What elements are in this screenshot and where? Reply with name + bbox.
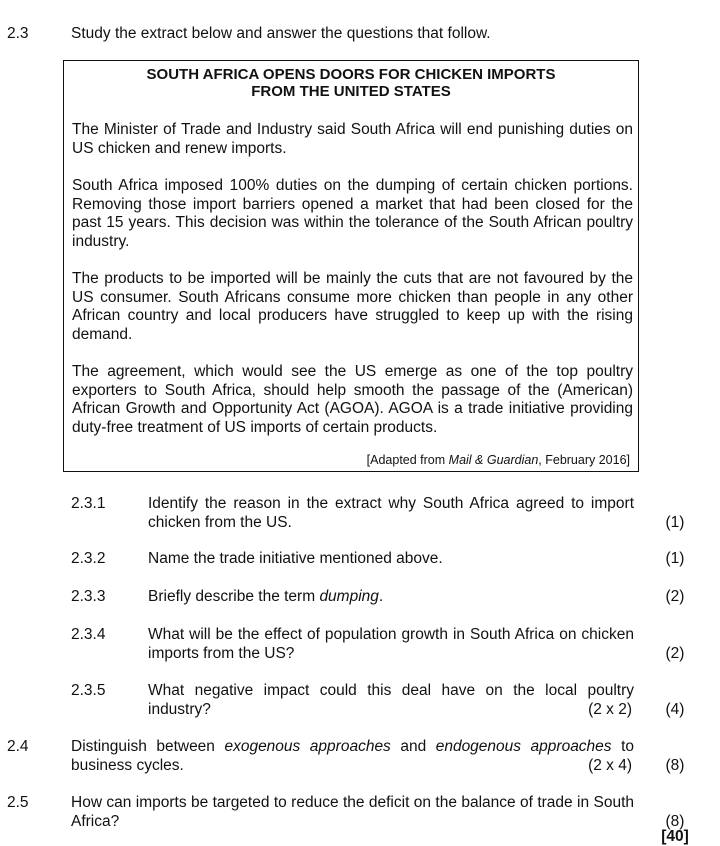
q24-text-a: Distinguish between bbox=[71, 738, 225, 755]
question-2-5-marks: (8) bbox=[665, 813, 685, 830]
subquestion-number: 2.3.2 bbox=[71, 550, 106, 567]
question-number-2-5: 2.5 bbox=[7, 794, 29, 811]
question-2-4-text bbox=[71, 737, 634, 775]
subquestion-text: Name the trade initiative mentioned above. bbox=[148, 550, 443, 567]
source-prefix: [Adapted from bbox=[366, 453, 449, 467]
subquestion-number: 2.3.4 bbox=[71, 626, 106, 643]
question-instruction: Study the extract below and answer the questions that follow. bbox=[71, 25, 491, 42]
subquestion-text-prefix: Briefly describe the term bbox=[148, 588, 320, 605]
extract-paragraph-1: The Minister of Trade and Industry said South Africa will end punishing duties on US chicken and renew imports. bbox=[72, 121, 633, 157]
subquestion-marks: (1) bbox=[665, 514, 685, 531]
subquestion-marks: (1) bbox=[665, 550, 685, 567]
question-number-2-3: 2.3 bbox=[7, 25, 29, 42]
extract-title bbox=[64, 66, 638, 100]
subquestion-text: What will be the effect of population growth in South Africa on chicken imports from the US? bbox=[148, 626, 634, 662]
question-2-5-text: How can imports be targeted to reduce the deficit on the balance of trade in South Africa? bbox=[71, 794, 634, 830]
q24-text-b: and bbox=[390, 738, 436, 755]
mark-allocation: (2 x 2) bbox=[588, 701, 632, 718]
subquestion-text: What negative impact could this deal have on the local poultry industry? bbox=[148, 682, 634, 718]
extract-title-line-2: FROM THE UNITED STATES bbox=[251, 83, 451, 100]
subquestion-text bbox=[148, 587, 634, 606]
source-publication: Mail & Guardian bbox=[448, 453, 539, 467]
extract-title-line-1: SOUTH AFRICA OPENS DOORS FOR CHICKEN IMPORTS bbox=[146, 66, 556, 83]
q24-term-endogenous: endogenous approaches bbox=[435, 738, 612, 755]
subquestion-term: dumping bbox=[319, 588, 379, 605]
question-number-2-4: 2.4 bbox=[7, 738, 29, 755]
subquestion-number: 2.3.5 bbox=[71, 682, 106, 699]
source-suffix: , February 2016] bbox=[538, 453, 630, 467]
extract-paragraph-4: The agreement, which would see the US emerge as one of the top poultry exporters to South Africa, should help smooth the passage of the (American) African Growth and Opportunity Act (AGOA). AGOA is a trade initiative providing duty-free treatment of US imports of certain products. bbox=[72, 363, 633, 436]
subquestion-marks: (2) bbox=[665, 588, 685, 605]
extract-box bbox=[63, 60, 639, 472]
q24-text-c: to business cycles. bbox=[71, 738, 635, 774]
subquestion-number: 2.3.3 bbox=[71, 588, 106, 605]
mark-allocation: (2 x 4) bbox=[588, 757, 632, 774]
extract-source bbox=[367, 453, 630, 468]
extract-paragraph-2: South Africa imposed 100% duties on the dumping of certain chicken portions. Removing those import barriers opened a market that had been closed for the past 15 years. This decision was within the tolerance of the South African poultry industry. bbox=[72, 177, 633, 250]
subquestion-marks: (4) bbox=[665, 701, 685, 718]
subquestion-number: 2.3.1 bbox=[71, 495, 106, 512]
subquestion-text: Identify the reason in the extract why South Africa agreed to import chicken from the US. bbox=[148, 495, 634, 531]
question-2-4-marks: (8) bbox=[665, 757, 685, 774]
q24-term-exogenous: exogenous approaches bbox=[224, 738, 391, 755]
subquestion-text-suffix: . bbox=[378, 588, 384, 605]
subquestion-marks: (2) bbox=[665, 645, 685, 662]
extract-paragraph-3: The products to be imported will be mainly the cuts that are not favoured by the US consumer. South Africans consume more chicken than people in any other African country and local producers have struggled to keep up with the rising demand. bbox=[72, 270, 633, 343]
section-total: [40] bbox=[661, 828, 689, 845]
